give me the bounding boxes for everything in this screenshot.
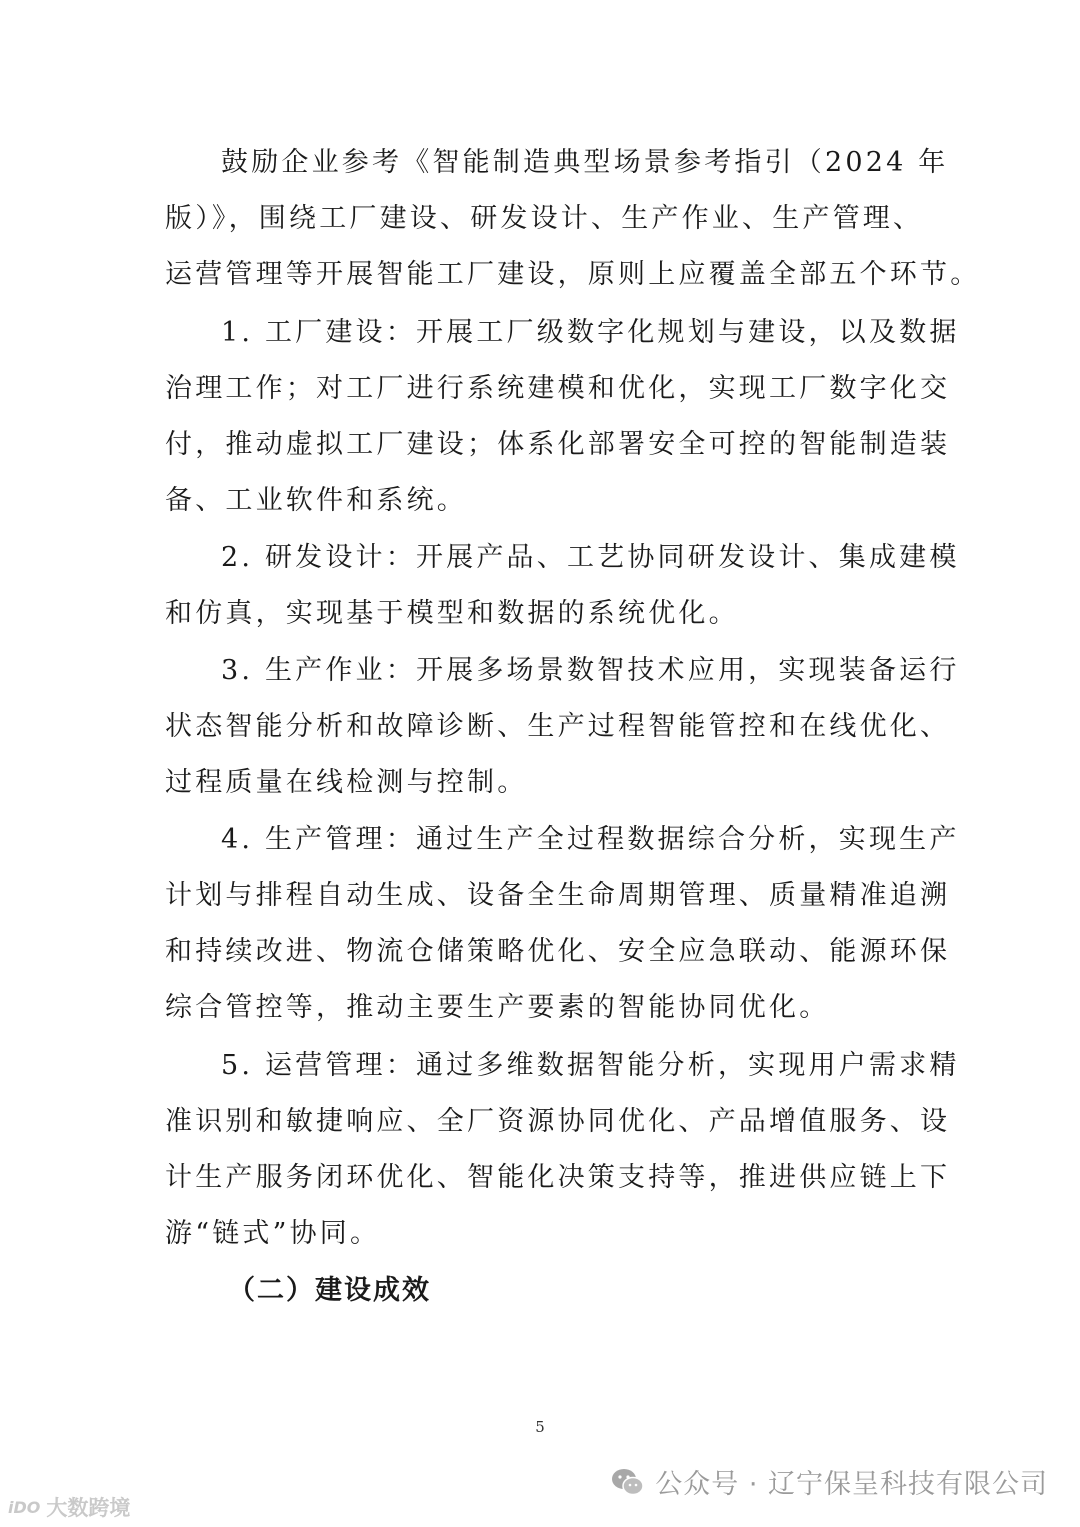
paragraph-line: 过程质量在线检测与控制。 — [165, 767, 528, 798]
corner-text: 大数跨境 — [46, 1496, 131, 1520]
wechat-icon — [611, 1467, 645, 1497]
watermark-text: 公众号 · 辽宁保呈科技有限公司 — [655, 1469, 1048, 1500]
wechat-watermark — [611, 1462, 1048, 1501]
paragraph-line: 付，推动虚拟工厂建设；体系化部署安全可控的智能制造装 — [165, 429, 951, 460]
corner-logo: iDO — [8, 1497, 41, 1517]
paragraph-line: 5. 运营管理：通过多维数据智能分析，实现用户需求精 — [221, 1050, 960, 1081]
paragraph-line: 4. 生产管理：通过生产全过程数据综合分析，实现生产 — [221, 824, 960, 855]
paragraph-line: 计划与排程自动生成、设备全生命周期管理、质量精准追溯 — [165, 880, 951, 911]
paragraph-line: 游“链式”协同。 — [165, 1218, 381, 1249]
page-number: 5 — [535, 1418, 545, 1436]
paragraph-line: 备、工业软件和系统。 — [165, 485, 467, 516]
paragraph-line: 治理工作；对工厂进行系统建模和优化，实现工厂数字化交 — [165, 373, 951, 404]
paragraph-line: 运营管理等开展智能工厂建设，原则上应覆盖全部五个环节。 — [165, 259, 981, 290]
paragraph-line: 版）》，围绕工厂建设、研发设计、生产作业、生产管理、 — [165, 203, 924, 234]
section-heading: （二）建设成效 — [228, 1275, 431, 1306]
paragraph-line: 1. 工厂建设：开展工厂级数字化规划与建设，以及数据 — [221, 317, 960, 348]
paragraph-line: 鼓励企业参考《智能制造典型场景参考指引（2024 年 — [221, 147, 949, 178]
paragraph-line: 综合管控等，推动主要生产要素的智能协同优化。 — [165, 992, 830, 1023]
paragraph-line: 3. 生产作业：开展多场景数智技术应用，实现装备运行 — [221, 655, 960, 686]
paragraph-line: 和仿真，实现基于模型和数据的系统优化。 — [165, 598, 739, 629]
paragraph-line: 状态智能分析和故障诊断、生产过程智能管控和在线优化、 — [165, 711, 951, 742]
paragraph-line: 准识别和敏捷响应、全厂资源协同优化、产品增值服务、设 — [165, 1106, 951, 1137]
paragraph-line: 计生产服务闭环优化、智能化决策支持等，推进供应链上下 — [165, 1162, 951, 1193]
paragraph-line: 和持续改进、物流仓储策略优化、安全应急联动、能源环保 — [165, 936, 951, 967]
corner-watermark — [8, 1492, 130, 1522]
paragraph-line: 2. 研发设计：开展产品、工艺协同研发设计、集成建模 — [221, 542, 960, 573]
